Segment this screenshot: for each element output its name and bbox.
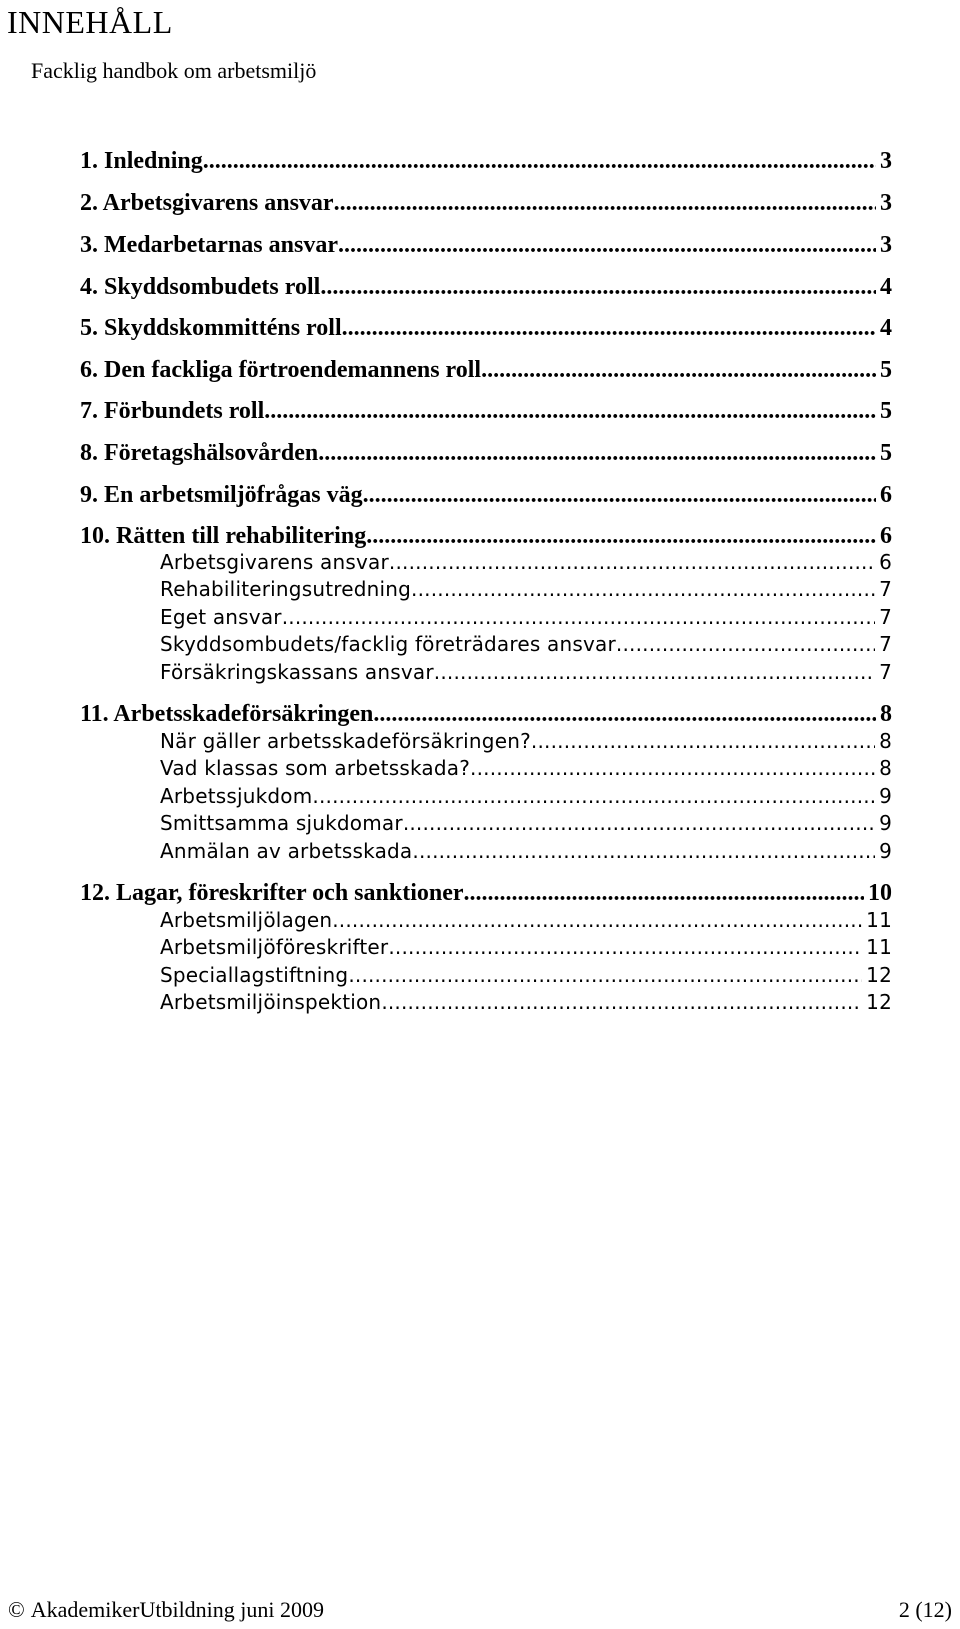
page-footer — [0, 1596, 960, 1626]
toc-dot-leader — [334, 188, 876, 218]
footer-page-number: 2 (12) — [898, 1597, 952, 1622]
toc-entry-label: 7. Förbundets roll — [80, 398, 265, 424]
toc-dot-leader — [381, 988, 862, 1016]
toc-entry[interactable] — [80, 146, 892, 176]
toc-entry-label: 11. Arbetsskadeförsäkringen — [80, 701, 374, 727]
toc-dot-leader — [363, 480, 876, 510]
toc-entry-label: 3. Medarbetarnas ansvar — [80, 232, 338, 258]
toc-subentry[interactable] — [160, 658, 892, 686]
page-title: INNEHÅLL — [7, 4, 173, 40]
toc-entry[interactable] — [80, 230, 892, 260]
toc-page-number: 7 — [879, 605, 892, 629]
toc-subentry[interactable] — [160, 933, 892, 961]
toc-page-number: 5 — [880, 357, 892, 383]
toc-subentry[interactable] — [160, 906, 892, 934]
toc-dot-leader — [348, 961, 862, 989]
toc-page-number: 5 — [880, 440, 892, 466]
toc-subentry[interactable] — [160, 630, 892, 658]
toc-dot-leader — [464, 878, 864, 908]
page-subtitle: Facklig handbok om arbetsmiljö — [31, 58, 317, 83]
toc-page-number: 11 — [866, 908, 892, 932]
footer-publisher: AkademikerUtbildning juni 2009 — [30, 1597, 325, 1622]
toc-entry-label: 10. Rätten till rehabilitering — [80, 523, 367, 549]
toc-dot-leader — [282, 603, 875, 631]
toc-dot-leader — [373, 699, 876, 729]
toc-entry-label: 1. Inledning — [80, 148, 203, 174]
toc-page-number: 3 — [880, 190, 892, 216]
toc-page-number: 11 — [866, 935, 892, 959]
toc-entry-label: Arbetsmiljöinspektion — [160, 990, 382, 1014]
toc-page-number: 4 — [880, 274, 892, 300]
toc-dot-leader — [338, 230, 876, 260]
toc-subentry[interactable] — [160, 603, 892, 631]
toc-subentry[interactable] — [160, 961, 892, 989]
toc-subentry[interactable] — [160, 727, 892, 755]
toc-entry-label: Speciallagstiftning — [160, 963, 349, 987]
toc-page-number: 6 — [880, 523, 892, 549]
toc-page-number: 12 — [866, 963, 892, 987]
toc-page-number: 10 — [868, 880, 892, 906]
toc-subentry[interactable] — [160, 988, 892, 1016]
toc-page-number: 9 — [879, 811, 892, 835]
toc-entry[interactable] — [80, 272, 892, 302]
toc-entry-label: Skyddsombudets/facklig företrädares ansvar — [160, 632, 616, 656]
toc-subentry[interactable] — [160, 837, 892, 865]
toc-dot-leader — [481, 355, 876, 385]
toc-page-number: 7 — [879, 660, 892, 684]
toc-page-number: 12 — [866, 990, 892, 1014]
toc-entry[interactable] — [80, 188, 892, 218]
toc-entry-label: Arbetsmiljölagen — [160, 908, 333, 932]
toc-dot-leader — [403, 809, 875, 837]
toc-entry-label: Arbetsmiljöföreskrifter — [160, 935, 389, 959]
toc-page-number: 8 — [879, 729, 892, 753]
toc-entry[interactable] — [80, 878, 892, 908]
toc-entry-label: Eget ansvar — [160, 605, 282, 629]
toc-entry-label: Rehabiliteringsutredning — [160, 577, 412, 601]
toc-dot-leader — [412, 837, 875, 865]
toc-entry[interactable] — [80, 355, 892, 385]
toc-subentry[interactable] — [160, 809, 892, 837]
toc-subentry[interactable] — [160, 548, 892, 576]
toc-entry-label: Vad klassas som arbetsskada? — [160, 756, 471, 780]
toc-entry-label: 4. Skyddsombudets roll — [80, 274, 321, 300]
toc-entry-label: 9. En arbetsmiljöfrågas väg — [80, 482, 363, 508]
toc-page-number: 4 — [880, 315, 892, 341]
toc-entry-label: När gäller arbetsskadeförsäkringen? — [160, 729, 531, 753]
toc-dot-leader — [203, 146, 876, 176]
toc-page-number: 8 — [879, 756, 892, 780]
toc-entry-label: Smittsamma sjukdomar — [160, 811, 403, 835]
toc-page-number: 3 — [880, 148, 892, 174]
toc-page-number: 6 — [879, 550, 892, 574]
toc-dot-leader — [411, 575, 875, 603]
toc-dot-leader — [531, 727, 875, 755]
toc-dot-leader — [264, 396, 876, 426]
toc-dot-leader — [616, 630, 875, 658]
toc-entry[interactable] — [80, 438, 892, 468]
toc-entry[interactable] — [80, 396, 892, 426]
toc-entry-label: 2. Arbetsgivarens ansvar — [80, 190, 334, 216]
toc-page-number: 5 — [880, 398, 892, 424]
toc-entry-label: Arbetsgivarens ansvar — [160, 550, 389, 574]
toc-entry[interactable] — [80, 699, 892, 729]
toc-page-number: 3 — [880, 232, 892, 258]
copyright-icon: © — [8, 1597, 25, 1622]
toc-page-number: 7 — [879, 632, 892, 656]
toc-page-number: 9 — [879, 839, 892, 863]
footer-copyright — [8, 1596, 324, 1624]
toc-dot-leader — [470, 754, 875, 782]
toc-entry-label: 6. Den fackliga förtroendemannens roll — [80, 357, 482, 383]
toc-entry-label: Arbetssjukdom — [160, 784, 313, 808]
toc-entry[interactable] — [80, 480, 892, 510]
toc-entry-label: Försäkringskassans ansvar — [160, 660, 434, 684]
toc-dot-leader — [389, 548, 875, 576]
toc-dot-leader — [342, 313, 876, 343]
toc-page-number: 8 — [880, 701, 892, 727]
toc-page-number: 9 — [879, 784, 892, 808]
toc-dot-leader — [434, 658, 875, 686]
toc-page-number: 7 — [879, 577, 892, 601]
toc-dot-leader — [318, 438, 876, 468]
toc-entry[interactable] — [80, 521, 892, 551]
toc-entry[interactable] — [80, 313, 892, 343]
toc-dot-leader — [332, 906, 862, 934]
toc-subentry[interactable] — [160, 575, 892, 603]
toc-dot-leader — [366, 521, 876, 551]
toc-entry-label: 5. Skyddskommitténs roll — [80, 315, 342, 341]
toc-dot-leader — [388, 933, 862, 961]
toc-dot-leader — [312, 782, 875, 810]
toc-subentry[interactable] — [160, 754, 892, 782]
toc-subentry[interactable] — [160, 782, 892, 810]
toc-entry-label: 12. Lagar, föreskrifter och sanktioner — [80, 880, 464, 906]
toc-entry-label: Anmälan av arbetsskada — [160, 839, 413, 863]
toc-page-number: 6 — [880, 482, 892, 508]
toc-dot-leader — [320, 272, 876, 302]
toc-entry-label: 8. Företagshälsovården — [80, 440, 319, 466]
